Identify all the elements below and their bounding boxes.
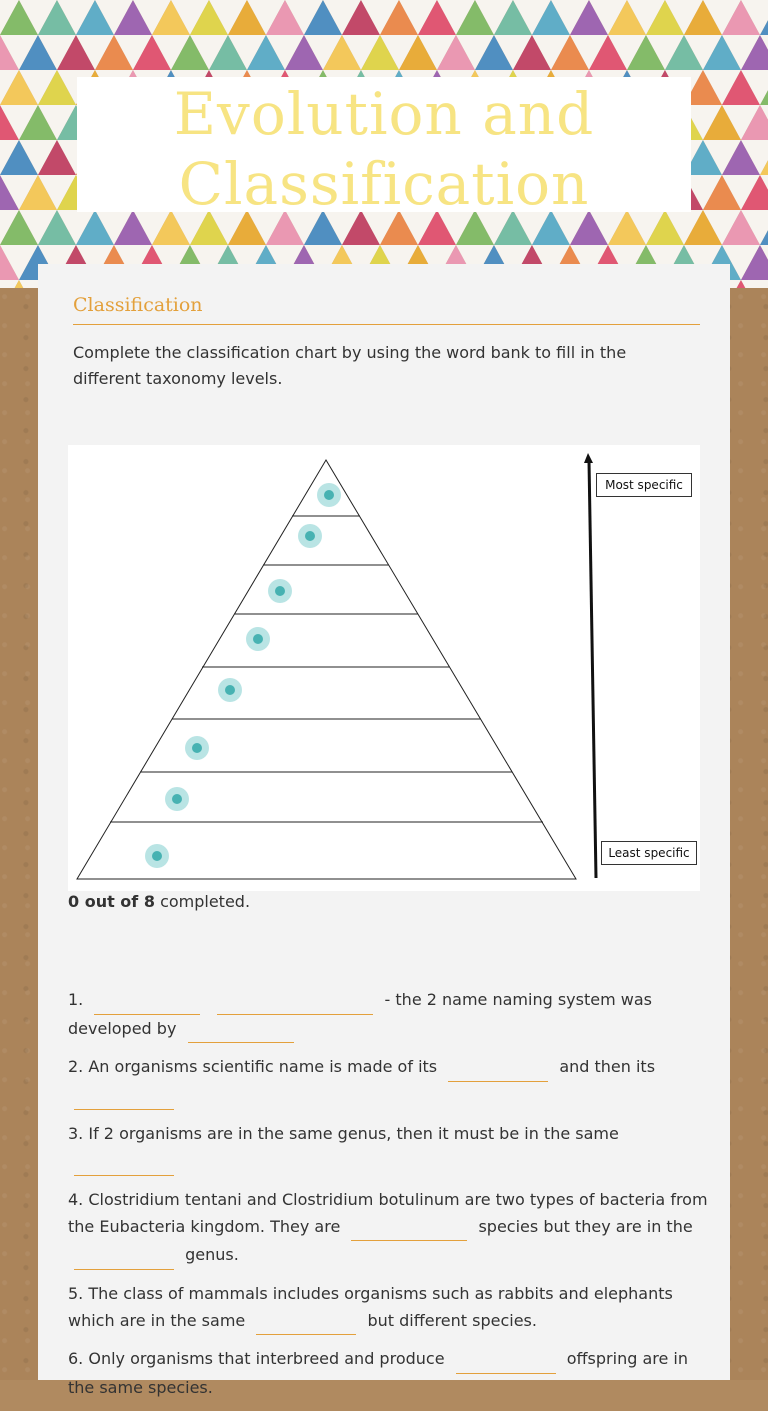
pyramid-outline <box>77 460 576 879</box>
question-number: 5. <box>68 1283 84 1303</box>
question-2 <box>68 1053 708 1110</box>
question-4 <box>68 1186 708 1270</box>
instructions: Complete the classification chart by using the word bank to fill in the different taxonomy levels. <box>73 343 627 388</box>
least-specific-label: Least specific <box>601 841 697 865</box>
answer-blank[interactable] <box>351 1222 467 1241</box>
question-list <box>68 986 708 1411</box>
pyramid-graphic <box>68 445 700 891</box>
level-drop-target[interactable] <box>218 678 242 702</box>
level-drop-target[interactable] <box>268 579 292 603</box>
question-1 <box>68 986 708 1043</box>
question-number: 6. <box>68 1349 84 1368</box>
answer-blank[interactable] <box>256 1316 356 1335</box>
question-number: 4. <box>68 1189 84 1209</box>
worksheet-card <box>38 264 730 1397</box>
answer-blank[interactable] <box>217 996 373 1015</box>
question-text: genus. <box>185 1245 239 1264</box>
question-3 <box>68 1120 708 1176</box>
answer-blank[interactable] <box>74 1157 174 1176</box>
answer-blank[interactable] <box>74 1091 174 1110</box>
question-text: but different species. <box>367 1310 537 1330</box>
answer-blank[interactable] <box>456 1355 556 1374</box>
question-5 <box>68 1280 708 1336</box>
question-number: 2. <box>68 1057 84 1076</box>
level-drop-target[interactable] <box>145 844 169 868</box>
answer-blank[interactable] <box>448 1063 548 1082</box>
answer-blank[interactable] <box>188 1024 294 1043</box>
level-drop-target[interactable] <box>298 524 322 548</box>
progress-suffix: completed. <box>160 892 251 911</box>
level-drop-target[interactable] <box>185 736 209 760</box>
question-text: species but they are in the <box>478 1216 693 1236</box>
question-text: If 2 organisms are in the same genus, then it must be in the same <box>88 1124 619 1143</box>
question-text: An organisms scientific name is made of its <box>88 1057 438 1076</box>
answer-blank[interactable] <box>94 996 200 1015</box>
question-text: Only organisms that interbreed and produce <box>88 1349 445 1368</box>
question-6 <box>68 1345 708 1401</box>
question-number: 1. <box>68 990 84 1009</box>
question-text: offspring are in the same species. <box>68 1349 688 1397</box>
classification-diagram <box>68 445 700 891</box>
arrow-up-icon <box>584 453 593 463</box>
progress-count: 0 out of 8 <box>68 892 155 911</box>
page-title: Evolution and Classification <box>173 80 595 218</box>
question-text: - the 2 name naming system was developed by <box>68 990 652 1038</box>
most-specific-label: Most specific <box>596 473 692 497</box>
question-text: and then its <box>559 1057 656 1076</box>
level-drop-target[interactable] <box>165 787 189 811</box>
section-title: Classification <box>73 294 700 325</box>
question-text: Clostridium tentani and Clostridium botulinum are two types of bacteria from the Eubacteria kingdom. They are <box>68 1189 708 1236</box>
question-text: The class of mammals includes organisms such as rabbits and elephants which are in the same <box>68 1283 673 1330</box>
level-drop-target[interactable] <box>317 483 341 507</box>
specificity-arrow-shaft <box>589 461 596 878</box>
level-drop-target[interactable] <box>246 627 270 651</box>
answer-blank[interactable] <box>74 1251 174 1270</box>
title-box <box>77 77 691 218</box>
question-number: 3. <box>68 1124 84 1143</box>
progress-text <box>68 892 250 911</box>
